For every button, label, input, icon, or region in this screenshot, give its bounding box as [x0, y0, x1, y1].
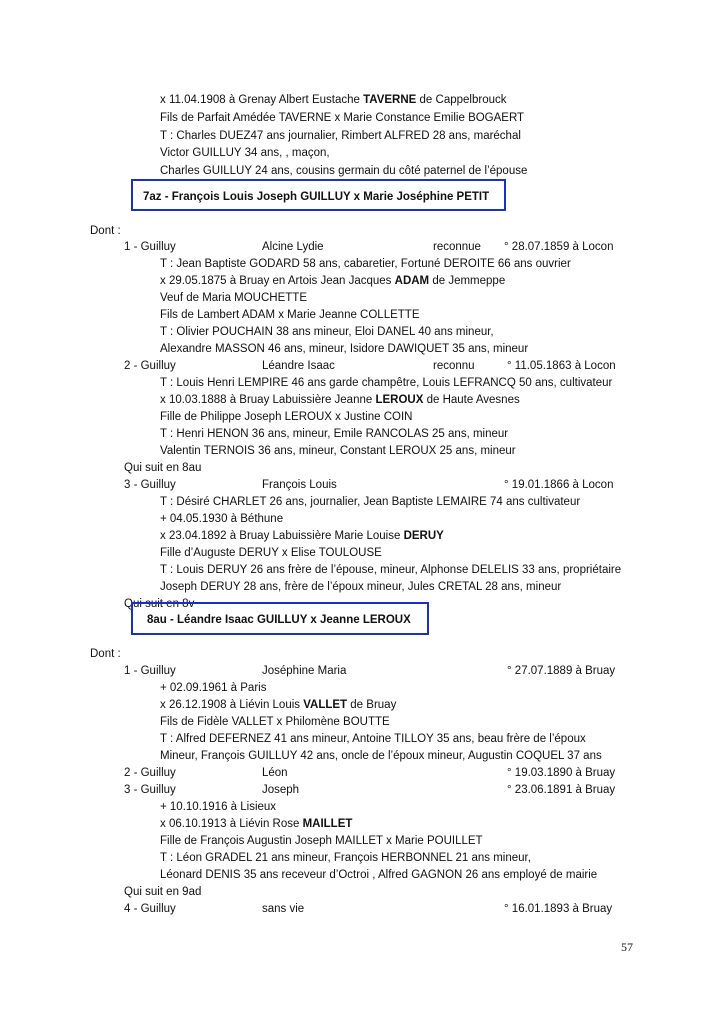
child-first-name: Joséphine Maria — [262, 665, 347, 677]
child-number: 3 - Guilluy — [124, 479, 176, 491]
child-marriage-line: x 29.05.1875 à Bruay en Artois Jean Jacques ADAM de Jemmeppe — [160, 275, 506, 287]
section-heading-8au: 8au - Léandre Isaac GUILLUY x Jeanne LEROUX — [131, 602, 429, 635]
child-marriage-line: x 06.10.1913 à Liévin Rose MAILLET — [160, 818, 353, 830]
surname-leroux: LEROUX — [375, 394, 424, 406]
child-detail-line: T : Henri HENON 36 ans, mineur, Emile RANCOLAS 25 ans, mineur — [160, 428, 509, 440]
child-note: reconnu — [433, 360, 475, 372]
child-note: reconnue — [433, 241, 481, 253]
child-detail-line: + 10.10.1916 à Lisieux — [160, 801, 277, 813]
child-detail-line: T : Louis DERUY 26 ans frère de l’épouse, mineur, Alphonse DELELIS 33 ans, propriétaire — [160, 564, 622, 576]
child-number: 3 - Guilluy — [124, 784, 176, 796]
child-number: 2 - Guilluy — [124, 767, 176, 779]
child-detail-line: Fils de Lambert ADAM x Marie Jeanne COLLETTE — [160, 309, 420, 321]
child-first-name: Léandre Isaac — [262, 360, 335, 372]
child-birth: ° 28.07.1859 à Locon — [504, 241, 614, 253]
child-number: 1 - Guilluy — [124, 241, 176, 253]
child-marriage-line: x 10.03.1888 à Bruay Labuissière Jeanne LEROUX de Haute Avesnes — [160, 394, 520, 406]
child-birth: ° 11.05.1863 à Locon — [507, 360, 616, 372]
child-detail-line: T : Alfred DEFERNEZ 41 ans mineur, Antoine TILLOY 35 ans, beau frère de l’époux — [160, 733, 586, 745]
child-detail-line: T : Olivier POUCHAIN 38 ans mineur, Eloi DANEL 40 ans mineur, — [160, 326, 494, 338]
dont-label: Dont : — [90, 225, 121, 237]
child-first-name: Léon — [262, 767, 288, 779]
child-detail-line: Veuf de Maria MOUCHETTE — [160, 292, 307, 304]
top-witness-line-3: Charles GUILLUY 24 ans, cousins germain du côté paternel de l’épouse — [160, 165, 528, 177]
section-heading-7az: 7az - François Louis Joseph GUILLUY x Marie Joséphine PETIT — [131, 179, 506, 211]
child-number: 1 - Guilluy — [124, 665, 176, 677]
child-marriage-line: x 23.04.1892 à Bruay Labuissière Marie Louise DERUY — [160, 530, 444, 542]
child-number: 2 - Guilluy — [124, 360, 176, 372]
child-detail-line: Fille de François Augustin Joseph MAILLET x Marie POUILLET — [160, 835, 483, 847]
surname-vallet: VALLET — [303, 699, 348, 711]
top-marriage-line: x 11.04.1908 à Grenay Albert Eustache TAVERNE de Cappelbrouck — [160, 94, 507, 106]
child-detail-line: Joseph DERUY 28 ans, frère de l’époux mineur, Jules CRETAL 28 ans, mineur — [160, 581, 562, 593]
child-birth: ° 19.01.1866 à Locon — [504, 479, 614, 491]
child-first-name: Joseph — [262, 784, 300, 796]
top-witness-line-1: T : Charles DUEZ47 ans journalier, Rimbert ALFRED 28 ans, maréchal — [160, 130, 521, 142]
child-number: 4 - Guilluy — [124, 903, 176, 915]
follow-reference: Qui suit en 8au — [124, 462, 202, 474]
child-detail-line: Mineur, François GUILLUY 42 ans, oncle de l’époux mineur, Augustin COQUEL 37 ans — [160, 750, 602, 762]
child-detail-line: T : Jean Baptiste GODARD 58 ans, cabaretier, Fortuné DEROITE 66 ans ouvrier — [160, 258, 571, 270]
follow-reference: Qui suit en 8v — [124, 598, 195, 610]
child-first-name: sans vie — [262, 903, 305, 915]
child-detail-line: + 02.09.1961 à Paris — [160, 682, 267, 694]
child-detail-line: T : Louis Henri LEMPIRE 46 ans garde champêtre, Louis LEFRANCQ 50 ans, cultivateur — [160, 377, 613, 389]
child-detail-line: + 04.05.1930 à Béthune — [160, 513, 284, 525]
page-number: 57 — [621, 940, 633, 954]
top-parents-line: Fils de Parfait Amédée TAVERNE x Marie Constance Emilie BOGAERT — [160, 112, 525, 124]
child-birth: ° 23.06.1891 à Bruay — [507, 784, 616, 796]
child-detail-line: Valentin TERNOIS 36 ans, mineur, Constant LEROUX 25 ans, mineur — [160, 445, 516, 457]
child-detail-line: Léonard DENIS 35 ans receveur d’Octroi , Alfred GAGNON 26 ans employé de mairie — [160, 869, 598, 881]
child-first-name: François Louis — [262, 479, 337, 491]
surname-adam: ADAM — [394, 275, 430, 287]
child-detail-line: Fille de Philippe Joseph LEROUX x Justine COIN — [160, 411, 413, 423]
surname-maillet: MAILLET — [302, 818, 353, 830]
child-detail-line: T : Léon GRADEL 21 ans mineur, François HERBONNEL 21 ans mineur, — [160, 852, 531, 864]
child-birth: ° 27.07.1889 à Bruay — [507, 665, 616, 677]
child-birth: ° 19.03.1890 à Bruay — [507, 767, 616, 779]
dont-label: Dont : — [90, 648, 121, 660]
child-marriage-line: x 26.12.1908 à Liévin Louis VALLET de Bruay — [160, 699, 397, 711]
child-detail-line: T : Désiré CHARLET 26 ans, journalier, Jean Baptiste LEMAIRE 74 ans cultivateur — [160, 496, 581, 508]
child-detail-line: Fille d’Auguste DERUY x Elise TOULOUSE — [160, 547, 382, 559]
child-detail-line: Fils de Fidèle VALLET x Philomène BOUTTE — [160, 716, 390, 728]
top-witness-line-2: Victor GUILLUY 34 ans, , maçon, — [160, 147, 330, 159]
surname-deruy: DERUY — [403, 530, 444, 542]
child-detail-line: Alexandre MASSON 46 ans, mineur, Isidore DAWIQUET 35 ans, mineur — [160, 343, 529, 355]
surname-taverne: TAVERNE — [363, 94, 417, 106]
child-birth: ° 16.01.1893 à Bruay — [504, 903, 613, 915]
child-first-name: Alcine Lydie — [262, 241, 324, 253]
follow-reference: Qui suit en 9ad — [124, 886, 202, 898]
